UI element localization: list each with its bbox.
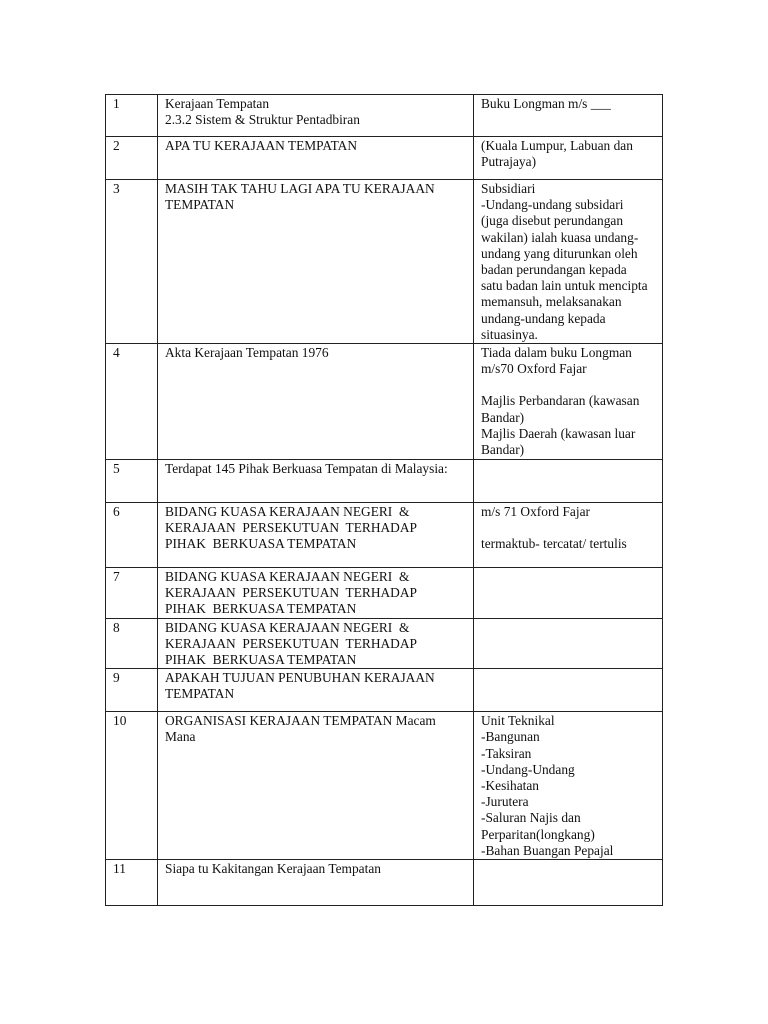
row-note <box>474 460 663 503</box>
topic-line: TEMPATAN <box>165 686 235 702</box>
topic-line: BIDANG KUASA KERAJAAN NEGERI & <box>165 569 410 585</box>
note-line: Unit Teknikal <box>481 713 555 729</box>
row-topic <box>158 860 474 906</box>
note-line: satu badan lain untuk mencipta <box>481 278 648 294</box>
note-line: situasinya. <box>481 326 538 342</box>
row-topic <box>158 503 474 568</box>
note-line: -Taksiran <box>481 745 532 761</box>
row-number: 7 <box>106 568 158 619</box>
row-note <box>474 180 663 344</box>
row-topic <box>158 669 474 712</box>
note-line: memansuh, melaksanakan <box>481 294 622 310</box>
topic-line: KERAJAAN PERSEKUTUAN TERHADAP <box>165 520 417 536</box>
row-topic <box>158 568 474 619</box>
note-line: -Undang-undang subsidari <box>481 197 624 213</box>
topic-line: 2.3.2 Sistem & Struktur Pentadbiran <box>165 112 360 128</box>
table-row <box>106 669 663 712</box>
table-row <box>106 344 663 460</box>
topic-line: APA TU KERAJAAN TEMPATAN <box>165 138 358 153</box>
topic-line: TEMPATAN <box>165 197 235 213</box>
row-topic <box>158 180 474 344</box>
note-line: undang-undang kepada <box>481 310 606 326</box>
row-topic <box>158 460 474 503</box>
note-line: badan perundangan kepada <box>481 262 627 278</box>
row-note <box>474 344 663 460</box>
topic-line: BIDANG KUASA KERAJAAN NEGERI & <box>165 504 410 520</box>
table-row <box>106 712 663 860</box>
topic-line: Mana <box>165 729 196 745</box>
note-line: m/s70 Oxford Fajar <box>481 361 587 377</box>
row-note <box>474 503 663 568</box>
table-row <box>106 137 663 180</box>
row-note <box>474 860 663 906</box>
note-line <box>481 520 655 536</box>
note-line: Perparitan(longkang) <box>481 826 595 842</box>
topic-line: KERAJAAN PERSEKUTUAN TERHADAP <box>165 635 417 651</box>
topic-line: BIDANG KUASA KERAJAAN NEGERI & <box>165 619 410 635</box>
table-row <box>106 180 663 344</box>
note-line <box>481 377 655 393</box>
row-number: 8 <box>106 618 158 669</box>
row-number: 2 <box>106 137 158 180</box>
note-line: -Bangunan <box>481 729 540 745</box>
topic-line: MASIH TAK TAHU LAGI APA TU KERAJAAN <box>165 181 435 196</box>
row-number: 9 <box>106 669 158 712</box>
topic-line: Terdapat 145 Pihak Berkuasa Tempatan di Malaysia: <box>165 461 448 477</box>
row-number: 11 <box>106 860 158 906</box>
topic-line: APAKAH TUJUAN PENUBUHAN KERAJAAN <box>165 670 435 686</box>
topic-line: Akta Kerajaan Tempatan 1976 <box>165 345 329 361</box>
notes-table-body <box>106 95 663 906</box>
table-row <box>106 568 663 619</box>
note-line: Majlis Daerah (kawasan luar <box>481 425 636 441</box>
note-line: termaktub- tercatat/ tertulis <box>481 536 627 552</box>
note-line: -Jurutera <box>481 794 529 810</box>
topic-line: Kerajaan Tempatan <box>165 96 270 111</box>
row-number: 4 <box>106 344 158 460</box>
row-note <box>474 618 663 669</box>
note-line: Putrajaya) <box>481 154 537 170</box>
topic-line: PIHAK BERKUASA TEMPATAN <box>165 536 357 552</box>
row-note <box>474 669 663 712</box>
topic-line: KERAJAAN PERSEKUTUAN TERHADAP <box>165 585 417 601</box>
note-line: m/s 71 Oxford Fajar <box>481 504 590 520</box>
table-row <box>106 860 663 906</box>
topic-line: Siapa tu Kakitangan Kerajaan Tempatan <box>165 861 381 877</box>
note-line: Buku Longman m/s ___ <box>481 96 611 111</box>
row-number: 5 <box>106 460 158 503</box>
table-row <box>106 503 663 568</box>
table-row <box>106 618 663 669</box>
row-note <box>474 712 663 860</box>
row-number: 1 <box>106 95 158 137</box>
row-number: 3 <box>106 180 158 344</box>
row-topic <box>158 618 474 669</box>
note-line: -Saluran Najis dan <box>481 810 581 826</box>
note-line: (juga disebut perundangan <box>481 213 624 229</box>
row-topic <box>158 712 474 860</box>
row-number: 6 <box>106 503 158 568</box>
note-line: -Kesihatan <box>481 778 540 794</box>
note-line: wakilan) ialah kuasa undang- <box>481 229 639 245</box>
note-line: (Kuala Lumpur, Labuan dan <box>481 138 633 153</box>
note-line: -Bahan Buangan Pepajal <box>481 842 614 858</box>
note-line: Subsidiari <box>481 181 536 196</box>
row-topic <box>158 344 474 460</box>
table-row <box>106 460 663 503</box>
note-line: Bandar) <box>481 442 525 458</box>
topic-line: PIHAK BERKUASA TEMPATAN <box>165 601 357 617</box>
row-topic <box>158 137 474 180</box>
row-topic <box>158 95 474 137</box>
table-row <box>106 95 663 137</box>
note-line: Tiada dalam buku Longman <box>481 345 632 361</box>
note-line: -Undang-Undang <box>481 761 575 777</box>
topic-line: PIHAK BERKUASA TEMPATAN <box>165 652 357 668</box>
row-note <box>474 137 663 180</box>
row-note <box>474 568 663 619</box>
note-line: Bandar) <box>481 409 525 425</box>
row-note <box>474 95 663 137</box>
note-line: undang yang diturunkan oleh <box>481 245 638 261</box>
notes-table <box>105 94 663 906</box>
topic-line: ORGANISASI KERAJAAN TEMPATAN Macam <box>165 713 436 729</box>
row-number: 10 <box>106 712 158 860</box>
note-line: Majlis Perbandaran (kawasan <box>481 393 640 409</box>
